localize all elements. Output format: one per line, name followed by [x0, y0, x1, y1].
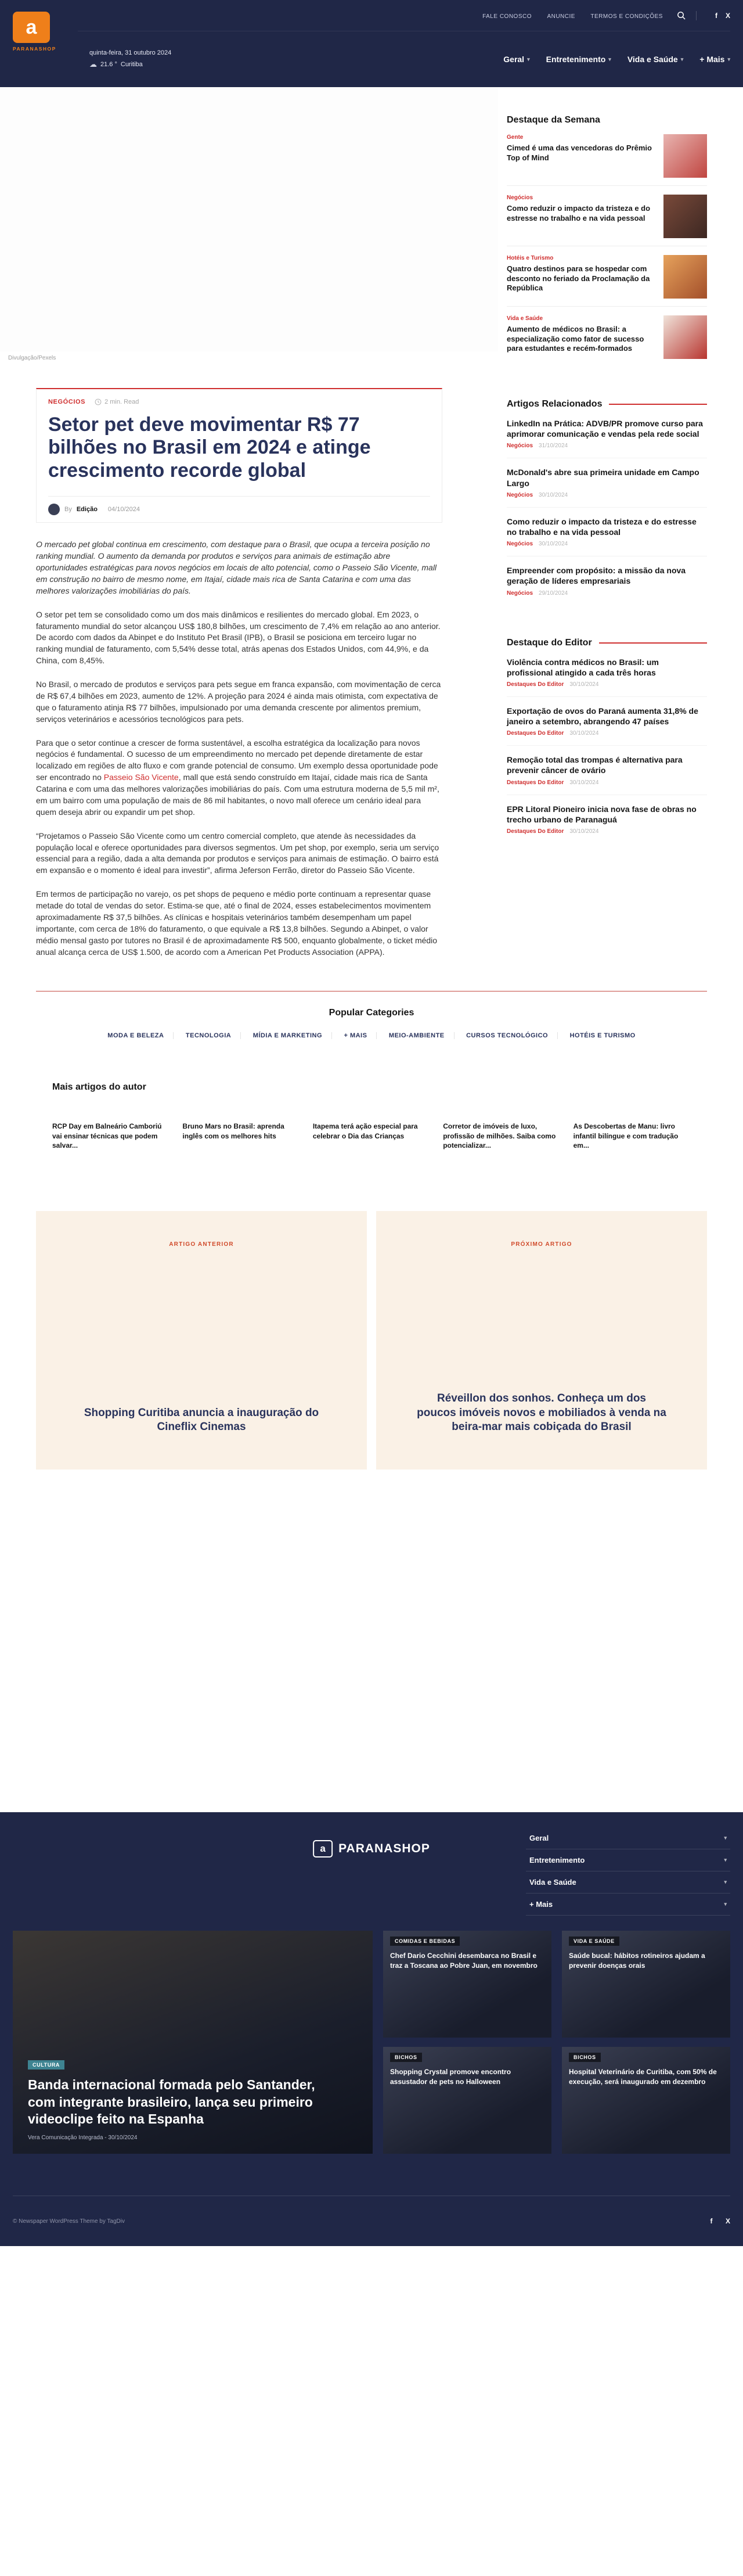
header-date: quinta-feira, 31 outubro 2024	[89, 49, 172, 56]
footer-top	[13, 1827, 730, 1931]
widget-destaque-do-editor	[507, 638, 707, 844]
date-weather-block	[78, 49, 171, 69]
widget-destaque-da-semana	[507, 115, 707, 367]
footer-nav-geral[interactable]: Geral ▾	[526, 1827, 730, 1849]
popular-categories-links	[0, 1030, 743, 1040]
item-title[interactable]: Remoção total das trompas é alternativa para prevenir câncer de ovário	[507, 755, 683, 775]
author-articles-row	[36, 1116, 707, 1150]
article-card[interactable]	[443, 1116, 560, 1150]
article-paragraph: Em termos de participação no varejo, os pet shops de pequeno e médio porte continuam a representar quase metade do total de vendas do setor. Estima-se que, até o final de 2024, esses estabelecimentos movimentem aproximadamente R$ 37,5 bilhões. As clínicas e hospitais veterinários também desempenham um papel importante, com cerca de 18% do faturamento, o que equivale a R$ 13,8 bilhões. Segundo a Abinpet, o valor médio mensal gasto por tutores no Brasil é de aproximadamente R$ 500, enquanto globalmente, o ticket médio anual alcança cerca de US$ 1.500, de acordo com a American Pet Products Association (APPA).	[36, 889, 438, 957]
category-badge[interactable]: COMIDAS E BEBIDAS	[390, 1937, 460, 1946]
item-category[interactable]: Vida e Saúde	[507, 315, 543, 322]
card-title[interactable]: Corretor de imóveis de luxo, profissão de milhões. Saiba como potencializar...	[443, 1122, 556, 1149]
category-link-midia-e-marketing[interactable]: MÍDIA E MARKETING	[244, 1032, 332, 1039]
list-item[interactable]	[507, 409, 707, 458]
author-link[interactable]: Edição	[76, 506, 98, 513]
article-category-link[interactable]: NEGÓCIOS	[48, 398, 86, 405]
header-weather	[89, 60, 171, 69]
category-badge[interactable]: BICHOS	[390, 2053, 422, 2062]
footer-nav-mais[interactable]: + Mais ▾	[526, 1894, 730, 1916]
category-link-meio-ambiente[interactable]: MEIO-AMBIENTE	[380, 1032, 455, 1039]
title-accent-line	[599, 642, 707, 644]
passeio-sao-vicente-link[interactable]: Passeio São Vicente	[103, 773, 179, 782]
item-date: 30/10/2024	[569, 828, 599, 835]
article-card[interactable]	[313, 1116, 430, 1150]
nav-item-geral[interactable]: Geral ▾	[503, 55, 530, 64]
nav-item-entretenimento[interactable]: Entretenimento ▾	[546, 55, 611, 64]
item-title[interactable]: Cimed é uma das vencedoras do Prêmio Top of Mind	[507, 143, 652, 162]
list-item[interactable]	[507, 307, 707, 367]
item-category[interactable]: Negócios	[507, 443, 533, 450]
item-date: 30/10/2024	[539, 491, 568, 498]
card-title[interactable]: Itapema terá ação especial para celebrar o Dia das Crianças	[312, 1122, 418, 1140]
item-title[interactable]: Aumento de médicos no Brasil: a especialização como fator de sucesso para estudantes e recém-formados	[507, 325, 644, 353]
item-category[interactable]: Negócios	[507, 541, 533, 548]
twitter-x-icon[interactable]: X	[725, 2217, 730, 2225]
footer-bottom-bar	[13, 2196, 730, 2226]
item-date: 31/10/2024	[539, 443, 568, 450]
paranashop-logo-icon: a	[13, 12, 50, 43]
item-title[interactable]: Quatro destinos para se hospedar com desconto no feriado da Proclamação da República	[507, 264, 650, 293]
site-footer	[0, 1812, 743, 2246]
feature-byline: Vera Comunicação Integrada - 30/10/2024	[28, 2135, 138, 2141]
chevron-down-icon: ▾	[527, 56, 530, 62]
next-article-box[interactable]	[376, 1211, 707, 1470]
header-top-bar	[78, 0, 730, 31]
prev-next-navigation	[36, 1211, 707, 1470]
item-date: 30/10/2024	[569, 779, 599, 786]
article-paragraph: Para que o setor continue a crescer de forma sustentável, a escolha estratégica da localização para novos negócios é fundamental. O sucesso de um empreendimento no mercado pet depende diretamente de estar localizado em regiões de alto fluxo e com grande potencial de consumo. Um exemplo dessa oportunidade pode ser encontrado no Passeio São Vicente, mall que está sendo construído em Itajaí, cidade mais rica de Santa Catarina e com uma das melhores valorizações imobiliárias do país. Com uma estrutura moderna de 5,5 mil m², em um bairro com uma população de mais de 86 mil habitantes, o novo mall oferece um cenário ideal para quem deseja abrir ou expandir um pet shop.	[36, 738, 439, 817]
item-category[interactable]: Negócios	[507, 590, 533, 597]
header-utility-links	[470, 10, 663, 21]
item-thumbnail[interactable]	[663, 315, 707, 359]
article-card[interactable]	[52, 1116, 169, 1150]
item-category[interactable]: Destaques Do Editor	[507, 681, 564, 688]
item-category[interactable]: Negócios	[507, 195, 533, 201]
footer-logo-text: PARANASHOP	[338, 1842, 430, 1855]
author-avatar[interactable]	[48, 504, 60, 515]
item-title[interactable]: Empreender com propósito: a missão da nova geração de líderes empresariais	[507, 566, 686, 586]
footer-article-card[interactable]	[383, 1931, 551, 2038]
article-paragraph: O mercado pet global continua em crescimento, com destaque para o Brasil, que ocupa a terceira posição no ranking mundial. O aumento da demanda por produtos e serviços para animais de estimação abre oportunidades estratégicas para novos negócios em locais de alto potencial, como o Passeio São Vicente, mall em construção no bairro de mesmo nome, em Itajaí, cidade mais rica de Santa Catarina e com uma das melhores valorizações imobiliárias do país.	[36, 540, 437, 595]
article-header	[36, 388, 442, 523]
weather-temp: 21.6 °	[100, 61, 117, 68]
facebook-icon[interactable]: f	[710, 2217, 713, 2225]
chevron-down-icon: ▾	[724, 1901, 727, 1907]
previous-article-title[interactable]: Shopping Curitiba anuncia a inauguração do Cineflix Cinemas	[84, 1406, 319, 1433]
popular-categories	[0, 991, 743, 1050]
chevron-down-icon: ▾	[724, 1857, 727, 1863]
site-logo[interactable]	[13, 0, 78, 87]
top-link-termos[interactable]: TERMOS E CONDIÇÕES	[590, 13, 663, 20]
weather-city: Curitiba	[120, 61, 143, 68]
main-content	[8, 87, 707, 970]
widget-title: Artigos Relacionados	[507, 399, 707, 409]
article-card[interactable]	[182, 1116, 300, 1150]
article-hero	[0, 87, 498, 361]
item-category[interactable]: Negócios	[507, 491, 533, 498]
chevron-down-icon: ▾	[608, 56, 611, 62]
footer-articles-grid	[13, 1931, 730, 2154]
item-title[interactable]: McDonald's abre sua primeira unidade em Campo Largo	[507, 468, 699, 488]
read-time: 2 min. Read	[95, 398, 139, 405]
chevron-down-icon: ▾	[680, 56, 684, 62]
widget-artigos-relacionados	[507, 399, 707, 605]
copyright-text: © Newspaper WordPress Theme by TagDiv	[13, 2218, 125, 2225]
chevron-down-icon: ▾	[724, 1879, 727, 1885]
header-main-bar	[78, 31, 730, 87]
previous-article-label: ARTIGO ANTERIOR	[169, 1241, 234, 1248]
card-title[interactable]: As Descobertas de Manu: livro infantil bilíngue e com tradução em...	[573, 1122, 679, 1149]
category-link-mais[interactable]: + MAIS	[334, 1032, 377, 1039]
item-category[interactable]: Destaques Do Editor	[507, 779, 564, 786]
nav-item-mais[interactable]: + Mais ▾	[699, 55, 730, 64]
paranashop-logo-icon: a	[313, 1840, 333, 1858]
top-link-anuncie[interactable]: ANUNCIE	[547, 13, 575, 20]
article-paragraph: O setor pet tem se consolidado como um dos mais dinâmicos e resilientes do mercado global. Em 2023, o faturamento mundial do setor alcançou US$ 180,8 bilhões, um crescimento de 7,4% em relação ao ano anterior. De acordo com dados da Abinpet e do Instituto Pet Brasil (IPB), o Brasil se posiciona em terceiro lugar no ranking mundial de faturamento, com 5,54% desse total, atrás apenas dos Estados Unidos, com 44,9%, e da China, com 8,45%.	[36, 609, 441, 666]
category-link-cursos-tecnologico[interactable]: CURSOS TECNOLÓGICO	[457, 1032, 558, 1039]
article-title: Setor pet deve movimentar R$ 77 bilhões no Brasil em 2024 e atinge crescimento recorde global	[48, 414, 371, 482]
hero-caption: Divulgação/Pexels	[8, 355, 56, 361]
search-icon[interactable]	[677, 11, 686, 20]
footer-social	[700, 2216, 730, 2226]
sidebar	[507, 87, 707, 970]
site-logo-text: PARANASHOP	[13, 46, 56, 52]
article-hero-image	[0, 87, 498, 351]
list-item[interactable]	[507, 508, 707, 556]
item-title[interactable]: EPR Litoral Pioneiro inicia nova fase de obras no trecho urbano de Paranaguá	[507, 804, 697, 824]
nav-item-vida-e-saude[interactable]: Vida e Saúde ▾	[627, 55, 684, 64]
category-link-tecnologia[interactable]: TECNOLOGIA	[176, 1032, 241, 1039]
category-badge[interactable]: BICHOS	[569, 2053, 601, 2062]
footer-feature-article[interactable]	[13, 1931, 373, 2154]
item-date: 30/10/2024	[539, 541, 568, 548]
item-date: 29/10/2024	[539, 590, 568, 597]
article-byline	[48, 496, 430, 515]
article-date: 04/10/2024	[107, 506, 140, 513]
footer-nav-vida-e-saude[interactable]: Vida e Saúde ▾	[526, 1871, 730, 1894]
chevron-down-icon: ▾	[727, 56, 730, 62]
widget-title: Destaque da Semana	[507, 115, 600, 125]
card-title[interactable]: Hospital Veterinário de Curitiba, com 50% de execução, será inaugurado em dezembro	[569, 2068, 717, 2086]
more-from-author-title: Mais artigos do autor	[52, 1082, 146, 1093]
clock-icon	[95, 398, 102, 405]
item-title[interactable]: LinkedIn na Prática: ADVB/PR promove curso para aprimorar comunicação e vendas pela rede social	[507, 419, 703, 439]
item-title[interactable]: Violência contra médicos no Brasil: um profissional atingido a cada três horas	[507, 657, 659, 677]
previous-article-box[interactable]	[36, 1211, 367, 1470]
article-paragraph: “Projetamos o Passeio São Vicente como um centro comercial completo, que atende às necessidades da população local e oferece oportunidades para diversos segmentos. Um pet shop, por exemplo, seria um serviço essencial para a região, dada a alta demanda por produtos e serviços para animais de estimação. O bairro está em expansão e o momento é ideal para investir”, afirma Jeferson Ferrão, diretor do Passeio São Vicente.	[36, 831, 439, 875]
article-paragraph: No Brasil, o mercado de produtos e serviços para pets segue em franca expansão, com movimentação de cerca de R$ 67,4 bilhões em 2023, aumento de 12%. A projeção para 2024 é ainda mais otimista, com expectativa de que o faturamento atinja R$ 77 bilhões, impulsionado por uma demanda crescente por alimentos premium, serviços veterinários e acessórios tecnológicos para pets.	[36, 680, 441, 724]
footer-logo[interactable]	[313, 1840, 430, 1858]
feature-title[interactable]: Banda internacional formada pelo Santander, com integrante brasileiro, lança seu primeiro videoclipe feito na Espanha	[28, 2077, 315, 2126]
site-header	[0, 0, 743, 87]
item-category[interactable]: Gente	[507, 134, 524, 141]
article-card[interactable]	[574, 1116, 691, 1150]
category-badge[interactable]: VIDA E SAÚDE	[569, 1937, 619, 1946]
more-from-author	[36, 1082, 707, 1150]
chevron-down-icon: ▾	[724, 1835, 727, 1841]
article	[36, 388, 442, 958]
item-title[interactable]: Exportação de ovos do Paraná aumenta 31,8% de janeiro a setembro, abrangendo 47 países	[507, 706, 698, 727]
spacer	[0, 1470, 743, 1812]
top-link-fale-conosco[interactable]: FALE CONOSCO	[482, 13, 532, 20]
item-category[interactable]: Destaques Do Editor	[507, 828, 564, 835]
item-title[interactable]: Como reduzir o impacto da tristeza e do estresse no trabalho e na vida pessoal	[507, 516, 697, 537]
widget-title: Destaque do Editor	[507, 638, 707, 648]
list-item[interactable]	[507, 246, 707, 307]
by-label: By	[64, 506, 72, 513]
main-nav	[487, 55, 730, 64]
footer-article-card[interactable]	[383, 2047, 551, 2154]
list-item[interactable]	[507, 795, 707, 843]
item-date: 30/10/2024	[569, 681, 599, 688]
popular-categories-title: Popular Categories	[329, 1008, 414, 1018]
footer-nav-entretenimento[interactable]: Entretenimento ▾	[526, 1849, 730, 1871]
card-title[interactable]: Bruno Mars no Brasil: aprenda inglês com os melhores hits	[182, 1122, 284, 1140]
footer-nav	[526, 1827, 730, 1916]
item-thumbnail[interactable]	[663, 255, 707, 299]
card-title[interactable]: Shopping Crystal promove encontro assustador de pets no Halloween	[390, 2068, 511, 2086]
list-item[interactable]	[507, 125, 707, 186]
list-item[interactable]	[507, 648, 707, 697]
item-category[interactable]: Destaques Do Editor	[507, 730, 564, 737]
list-item[interactable]	[507, 186, 707, 246]
header-right	[78, 0, 730, 87]
facebook-icon[interactable]: f	[715, 11, 717, 20]
item-date: 30/10/2024	[569, 730, 599, 737]
card-title[interactable]: Chef Dario Cecchini desembarca no Brasil e traz a Toscana ao Pobre Juan, em novembro	[390, 1952, 538, 1970]
article-body	[36, 539, 442, 958]
footer-article-card[interactable]	[562, 1931, 730, 2038]
twitter-x-icon[interactable]: X	[725, 11, 730, 20]
item-title[interactable]: Como reduzir o impacto da tristeza e do estresse no trabalho e na vida pessoal	[507, 204, 651, 222]
list-item[interactable]	[507, 746, 707, 795]
next-article-label: PRÓXIMO ARTIGO	[511, 1241, 572, 1248]
list-item[interactable]	[507, 556, 707, 605]
list-item[interactable]	[507, 458, 707, 507]
item-thumbnail[interactable]	[663, 134, 707, 178]
category-link-hoteis-e-turismo[interactable]: HOTÉIS E TURISMO	[569, 1032, 636, 1040]
footer-small-cards	[383, 1931, 730, 2154]
title-accent-line	[609, 404, 707, 405]
item-thumbnail[interactable]	[663, 195, 707, 238]
header-divider	[696, 11, 697, 20]
article-column	[8, 87, 442, 970]
category-badge[interactable]: CULTURA	[28, 2060, 64, 2070]
card-title[interactable]: RCP Day em Balneário Camboriú vai ensinar técnicas que podem salvar...	[52, 1122, 162, 1149]
card-title[interactable]: Saúde bucal: hábitos rotineiros ajudam a prevenir doenças orais	[569, 1952, 705, 1970]
list-item[interactable]	[507, 697, 707, 746]
category-link-moda-e-beleza[interactable]: MODA E BELEZA	[98, 1032, 174, 1039]
next-article-title[interactable]: Réveillon dos sonhos. Conheça um dos poucos imóveis novos e mobiliados à venda na beira-mar mais cobiçada do Brasil	[417, 1392, 666, 1433]
footer-article-card[interactable]	[562, 2047, 730, 2154]
item-category[interactable]: Hotéis e Turismo	[507, 255, 554, 261]
cloud-icon: ☁	[89, 60, 97, 69]
